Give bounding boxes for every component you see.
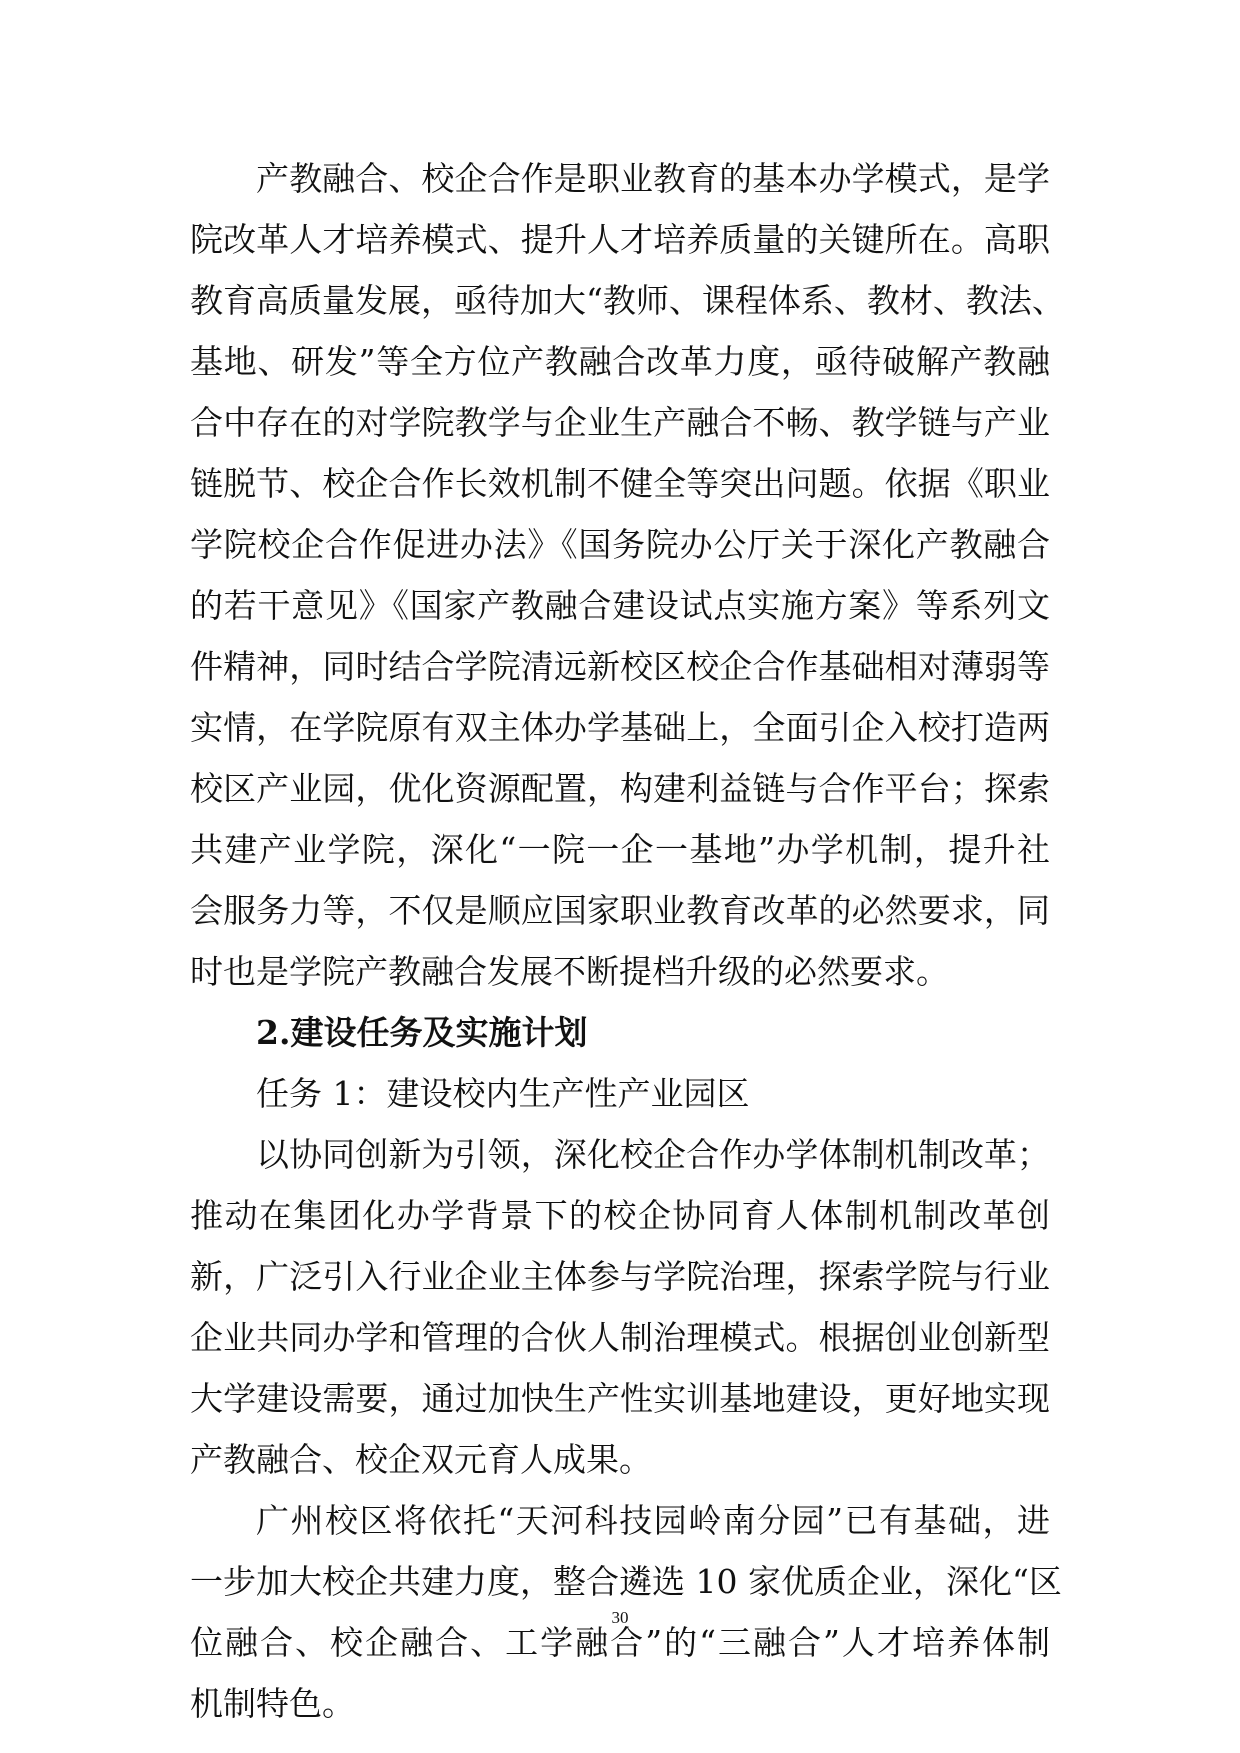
paragraph-2: [190, 1124, 1050, 1490]
paragraph-line: 合中存在的对学院教学与企业生产融合不畅、教学链与产业: [190, 403, 1050, 442]
paragraph-line: 件精神，同时结合学院清远新校区校企合作基础相对薄弱等: [190, 647, 1050, 686]
paragraph-line: 大学建设需要，通过加快生产性实训基地建设，更好地实现: [190, 1379, 1050, 1418]
paragraph-line: 一步加大校企共建力度，整合遴选 10 家优质企业，深化“区: [190, 1562, 1062, 1601]
paragraph-line: 教育高质量发展，亟待加大“教师、课程体系、教材、教法、: [190, 281, 1065, 320]
paragraph-line: 以协同创新为引领，深化校企合作办学体制机制改革；: [256, 1135, 1050, 1174]
paragraph-line: 链脱节、校企合作长效机制不健全等突出问题。依据《职业: [190, 464, 1050, 503]
paragraph-line: 企业共同办学和管理的合伙人制治理模式。根据创业创新型: [190, 1318, 1050, 1357]
paragraph-line: 产教融合、校企合作是职业教育的基本办学模式，是学: [256, 159, 1050, 198]
paragraph-line: 学院校企合作促进办法》《国务院办公厅关于深化产教融合: [190, 525, 1050, 564]
paragraph-line: 会服务力等，不仅是顺应国家职业教育改革的必然要求，同: [190, 891, 1050, 930]
page-body: [190, 148, 1065, 1734]
page-number: 30: [611, 1608, 629, 1627]
paragraph-line: 产教融合、校企双元育人成果。: [190, 1440, 652, 1479]
section-heading: 2.建设任务及实施计划: [256, 1013, 588, 1052]
paragraph-line: 实情，在学院原有双主体办学基础上，全面引企入校打造两: [190, 708, 1050, 747]
paragraph-line: 新，广泛引入行业企业主体参与学院治理，探索学院与行业: [190, 1257, 1050, 1296]
paragraph-line: 时也是学院产教融合发展不断提档升级的必然要求。: [190, 952, 949, 991]
paragraph-line: 校区产业园，优化资源配置，构建利益链与合作平台；探索: [190, 769, 1050, 808]
paragraph-line: 广州校区将依托“天河科技园岭南分园”已有基础，进: [256, 1501, 1050, 1540]
paragraph-1: [190, 148, 1065, 1002]
paragraph-line: 的若干意见》《国家产教融合建设试点实施方案》等系列文: [190, 586, 1050, 625]
task-title: 任务 1：建设校内生产性产业园区: [256, 1074, 750, 1113]
paragraph-line: 位融合、校企融合、工学融合”的“三融合”人才培养体制: [190, 1623, 1050, 1662]
paragraph-line: 机制特色。: [190, 1684, 355, 1723]
paragraph-line: 推动在集团化办学背景下的校企协同育人体制机制改革创: [190, 1196, 1050, 1235]
paragraph-line: 共建产业学院，深化“一院一企一基地”办学机制，提升社: [190, 830, 1050, 869]
paragraph-line: 院改革人才培养模式、提升人才培养质量的关键所在。高职: [190, 220, 1050, 259]
paragraph-line: 基地、研发”等全方位产教融合改革力度，亟待破解产教融: [190, 342, 1050, 381]
